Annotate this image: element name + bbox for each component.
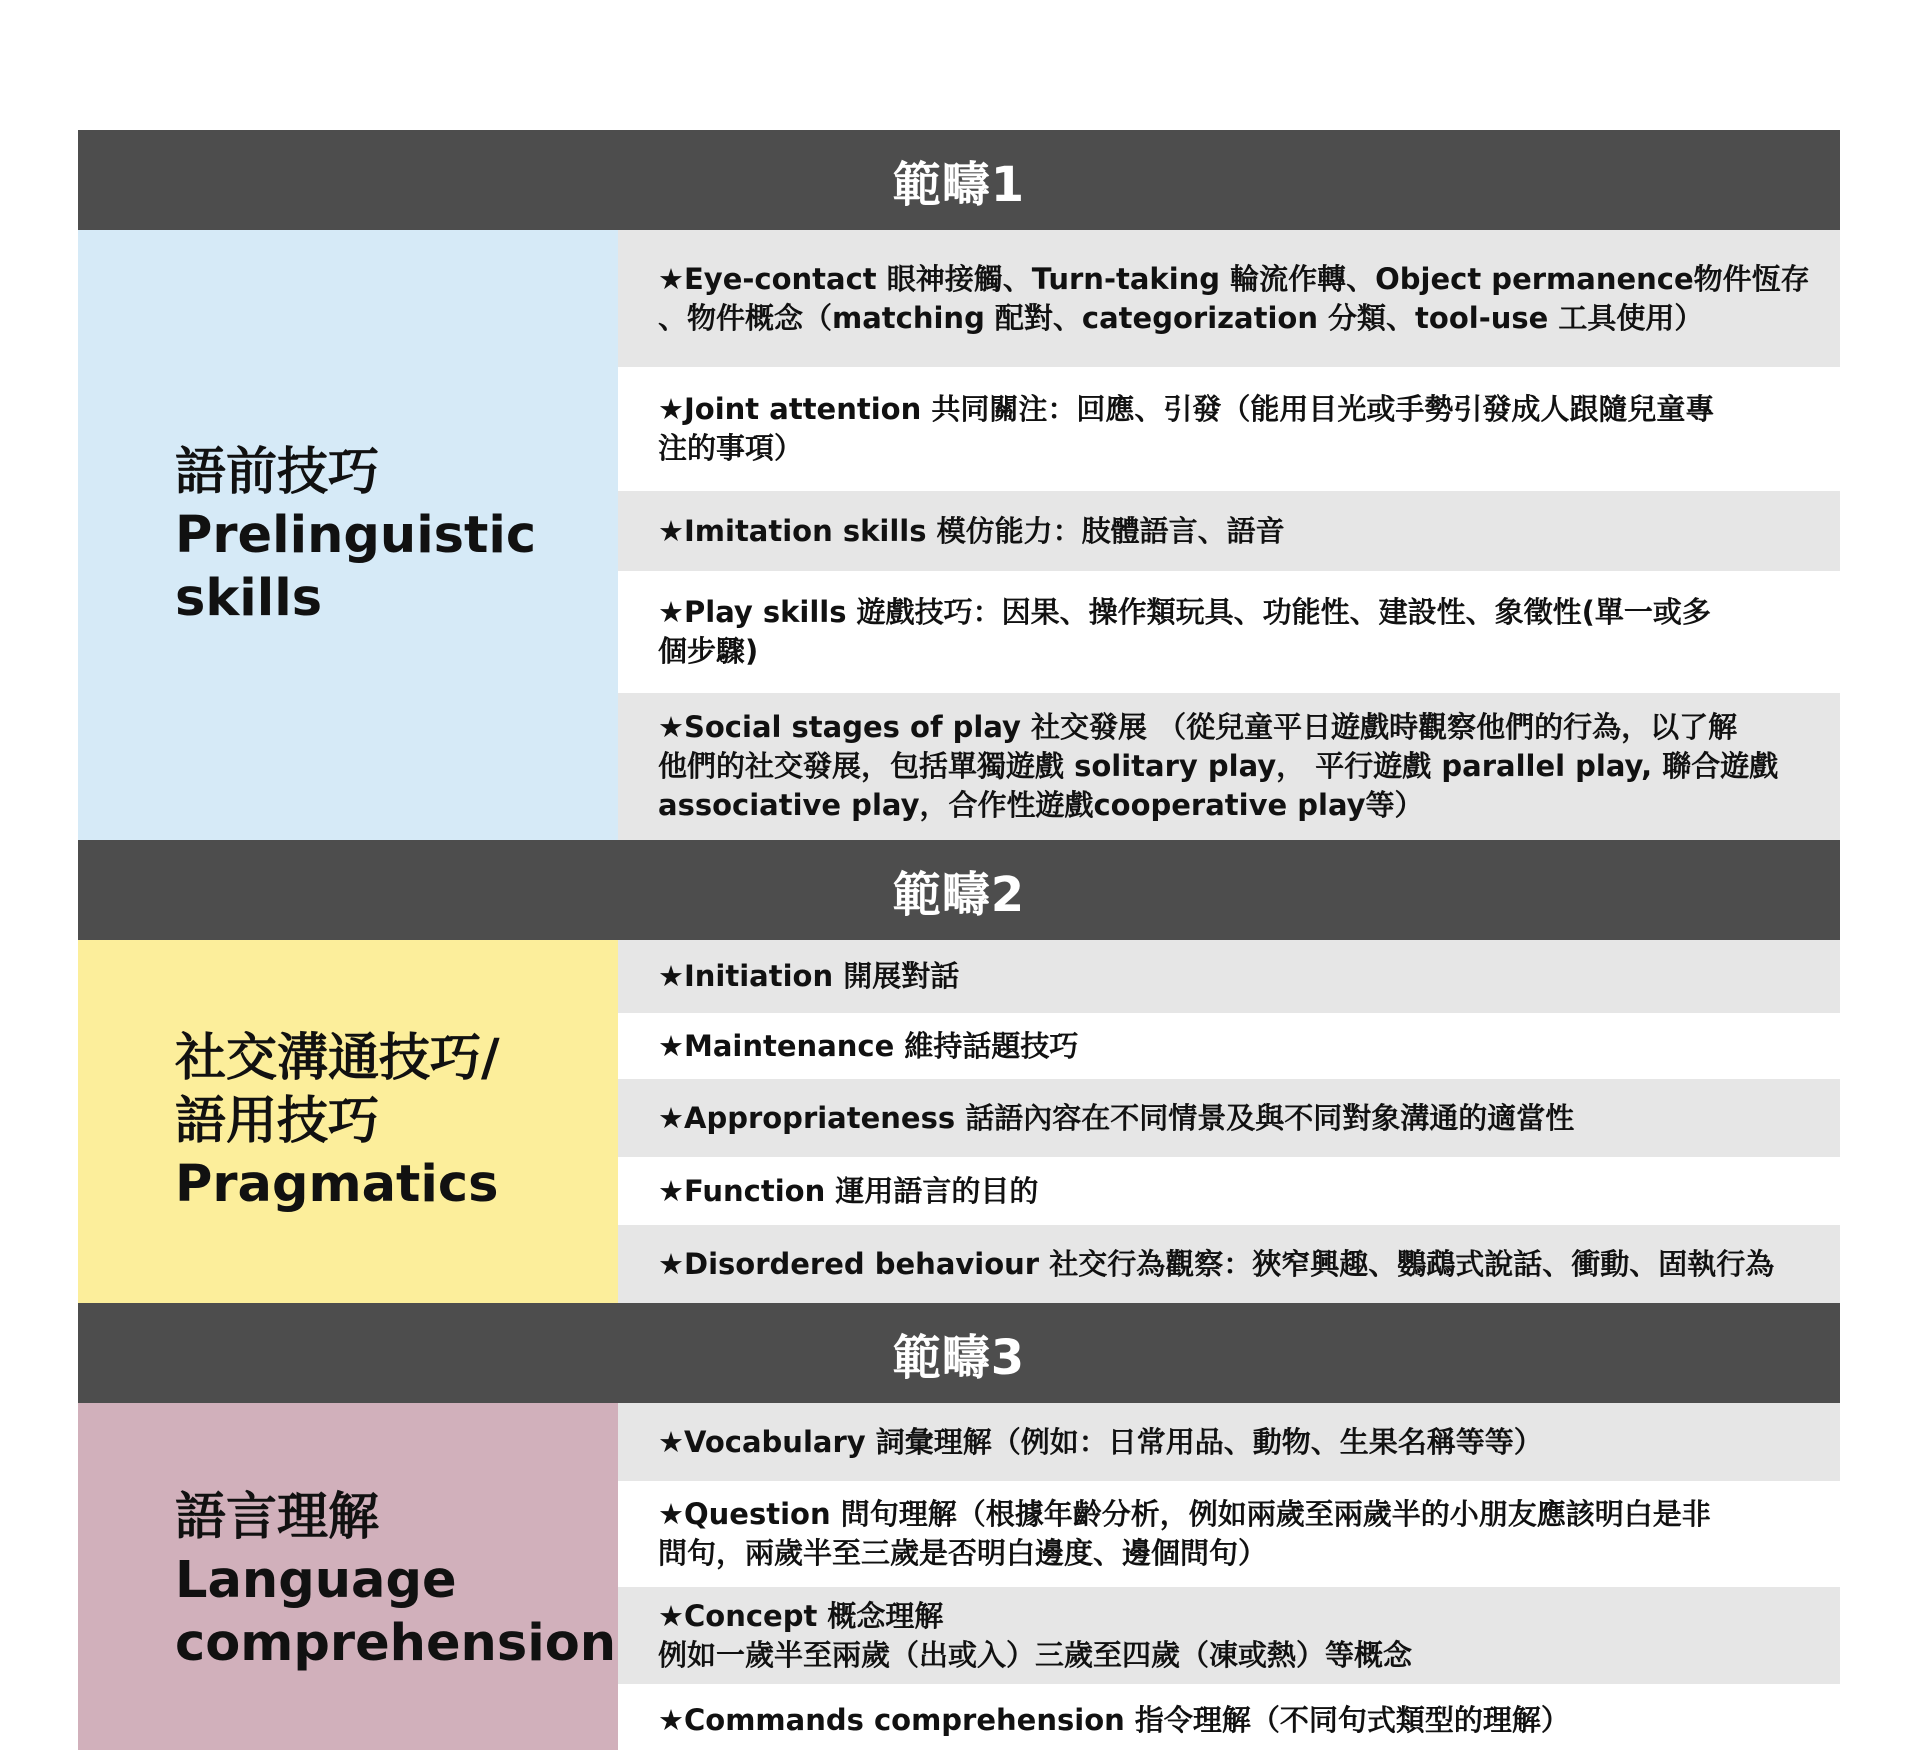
section-1 (78, 230, 1840, 840)
skill-item-joint-attention: ★Joint attention 共同關注：回應、引發（能用目光或手勢引發成人跟隨兒童專 注的事項） (618, 367, 1840, 491)
skill-item-eye-contact: ★Eye-contact 眼神接觸、Turn-taking 輪流作轉、Object permanence物件恆存 、物件概念（matching 配對、categorization 分類、tool-use 工具使用） (618, 230, 1840, 367)
section-3-label-line: Language (175, 1550, 457, 1610)
section-1-label (78, 230, 618, 840)
skill-item-imitation: ★Imitation skills 模仿能力：肢體語言、語音 (618, 491, 1840, 571)
section-1-label-line: Prelinguistic (175, 505, 537, 565)
section-2-label (78, 940, 618, 1303)
skill-item-commands: ★Commands comprehension 指令理解（不同句式類型的理解） (618, 1684, 1840, 1750)
skill-item-function: ★Function 運用語言的目的 (618, 1157, 1840, 1225)
section-2-label-line: 社交溝通技巧/ (175, 1029, 500, 1088)
section-2-header: 範疇2 (78, 840, 1840, 940)
section-3-items (618, 1403, 1840, 1750)
assessment-table (78, 130, 1840, 1750)
skill-item-maintenance: ★Maintenance 維持話題技巧 (618, 1013, 1840, 1079)
section-1-label-line: 語前技巧 (175, 442, 380, 502)
section-3-label (78, 1403, 618, 1750)
section-3-label-line: comprehension (175, 1613, 617, 1673)
section-2-label-line: 語用技巧 (175, 1092, 380, 1151)
skill-item-disordered-behaviour: ★Disordered behaviour 社交行為觀察：狹窄興趣、鸚鵡式說話、衝動、固執行為 (618, 1225, 1840, 1303)
section-1-items (618, 230, 1840, 840)
section-2 (78, 940, 1840, 1303)
skill-item-social-stages: ★Social stages of play 社交發展 （從兒童平日遊戲時觀察他們的行為，以了解 他們的社交發展，包括單獨遊戲 solitary play， 平行遊戲 parallel play, 聯合遊戲 associative play，合作性遊戲cooperative play等） (618, 693, 1840, 840)
section-1-header: 範疇1 (78, 130, 1840, 230)
section-3-header: 範疇3 (78, 1303, 1840, 1403)
skill-item-initiation: ★Initiation 開展對話 (618, 940, 1840, 1013)
section-3-label-line: 語言理解 (175, 1487, 380, 1547)
section-2-label-line: Pragmatics (175, 1155, 499, 1214)
skill-item-concept: ★Concept 概念理解 例如一歲半至兩歲（出或入）三歲至四歲（凍或熱）等概念 (618, 1587, 1840, 1684)
skill-item-appropriateness: ★Appropriateness 話語內容在不同情景及與不同對象溝通的適當性 (618, 1079, 1840, 1157)
skill-item-vocabulary: ★Vocabulary 詞彙理解（例如：日常用品、動物、生果名稱等等） (618, 1403, 1840, 1481)
skill-item-play: ★Play skills 遊戲技巧：因果、操作類玩具、功能性、建設性、象徵性(單一或多 個步驟) (618, 571, 1840, 693)
section-3 (78, 1403, 1840, 1750)
section-2-items (618, 940, 1840, 1303)
section-1-label-line: skills (175, 568, 323, 628)
skill-item-question: ★Question 問句理解（根據年齡分析，例如兩歲至兩歲半的小朋友應該明白是非 問句，兩歲半至三歲是否明白邊度、邊個問句） (618, 1481, 1840, 1587)
